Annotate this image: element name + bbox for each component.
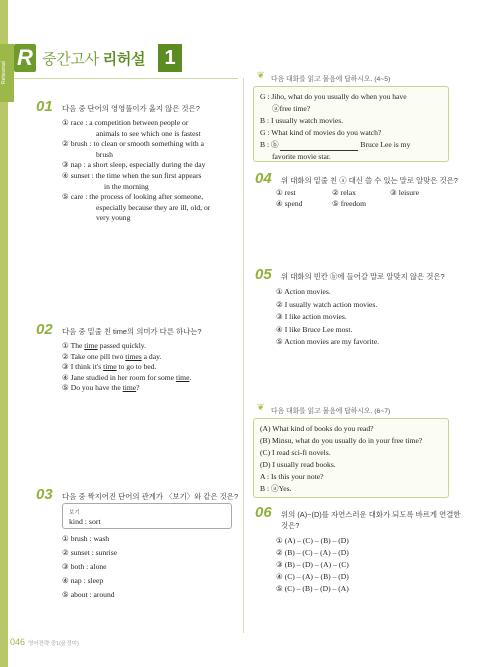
side-tab-label: Rehearsal bbox=[1, 61, 7, 84]
example-box-content: kind : sort bbox=[69, 517, 101, 526]
q2-option-1-post: passed quickly. bbox=[97, 341, 147, 350]
q6-text-line2: 것은? bbox=[281, 521, 300, 530]
q6-option-1: ① (A) – (C) – (B) – (D) bbox=[276, 536, 349, 545]
q2-option-2-pre: ② Take one pill two bbox=[62, 351, 126, 361]
title-number: 1 bbox=[158, 44, 182, 72]
passage1-line-4: G : What kind of movies do you watch? bbox=[260, 128, 382, 137]
page-footer bbox=[10, 637, 79, 647]
q4-option-3: ③ leisure bbox=[390, 188, 419, 197]
q2-option-3-post: to go to bed. bbox=[116, 362, 157, 372]
q6-options bbox=[276, 535, 349, 595]
q4-number: 04 bbox=[255, 170, 272, 187]
q6-text-line1: 위의 (A)~(D)를 자연스러운 대화가 되도록 바르게 연결한 bbox=[281, 510, 461, 519]
footer-subtitle: 영어전략 중1(윤정미) bbox=[28, 641, 79, 647]
q5-option-3: ③ I like action movies. bbox=[276, 312, 347, 321]
q4-option-1: ① rest bbox=[276, 188, 296, 197]
q2-number: 02 bbox=[36, 321, 53, 338]
q1-option-4: ④ sunset : the time when the sun first appears bbox=[62, 170, 202, 180]
q2-option-5-post: ? bbox=[136, 383, 140, 393]
passage1-line-6: favorite movie star. bbox=[272, 152, 331, 161]
q2-option-4-pre: ④ Jane studied in her room for some bbox=[62, 372, 176, 382]
passage1-blank-label: B : ⓑ bbox=[260, 140, 279, 149]
example-box-title: 보기 bbox=[69, 510, 80, 516]
q1-number: 01 bbox=[36, 98, 53, 115]
q1-option-5: ⑤ care : the process of looking after someone, bbox=[62, 192, 204, 202]
q2-option-3-pre: ③ I think it's bbox=[62, 362, 104, 372]
leaf-icon: ❦ bbox=[257, 70, 265, 80]
example-box bbox=[62, 503, 232, 529]
q2-option-3-u: time bbox=[103, 362, 117, 372]
q2-option-2-post: a day. bbox=[141, 351, 162, 361]
q3-option-1: ① brush : wash bbox=[62, 534, 110, 543]
header-rule bbox=[14, 78, 238, 79]
q4-option-4: ④ spend bbox=[276, 198, 303, 208]
column-divider bbox=[243, 78, 244, 633]
q3-option-4: ④ nap : sleep bbox=[62, 576, 104, 585]
q5-option-2: ② I usually watch action movies. bbox=[276, 299, 378, 309]
q2-option-4-post: . bbox=[189, 372, 192, 382]
passage2-line-6: B : ⓐYes. bbox=[260, 484, 292, 493]
passage2-instruction: 다음 대화를 읽고 물음에 답하시오. (6~7) bbox=[271, 408, 391, 415]
q2-options bbox=[62, 341, 191, 394]
passage2-line-2: (B) Minsu, what do you usually do in your free time? bbox=[260, 436, 423, 445]
q5-options bbox=[276, 286, 379, 349]
q3-option-2: ② sunset : sunrise bbox=[62, 548, 118, 557]
q3-number: 03 bbox=[36, 486, 53, 503]
page-title bbox=[42, 48, 145, 69]
q2-option-2-u: times bbox=[125, 351, 142, 361]
q3-options bbox=[62, 532, 117, 602]
q2-option-1-u: time bbox=[84, 341, 98, 350]
q2-option-1 bbox=[62, 341, 191, 352]
q3-text: 다음 중 짝지어진 단어의 관계가 〈보기〉와 같은 것은? bbox=[62, 492, 239, 501]
q2-option-5 bbox=[62, 383, 191, 394]
rehearsal-logo: R bbox=[14, 44, 36, 72]
passage2-box bbox=[253, 418, 449, 498]
q3-option-5: ⑤ about : around bbox=[62, 590, 115, 599]
passage1-blank bbox=[280, 142, 358, 151]
q6-option-4: ④ (C) – (A) – (B) – (D) bbox=[276, 572, 349, 581]
q5-option-4: ④ I like Bruce Lee most. bbox=[276, 324, 353, 334]
passage2-line-1: (A) What kind of books do you read? bbox=[260, 424, 374, 433]
q6-option-3: ③ (B) – (D) – (A) – (C) bbox=[276, 560, 349, 569]
passage1-line-2: ⓐfree time? bbox=[272, 104, 311, 113]
q2-option-4 bbox=[62, 373, 191, 384]
q4-options bbox=[276, 188, 456, 209]
q2-option-4-u: time bbox=[175, 372, 190, 382]
q1-option-1-cont: animals to see which one is fastest bbox=[96, 128, 201, 138]
q5-text: 위 대화의 빈칸 ⓑ에 들어갈 말로 알맞지 않은 것은? bbox=[281, 272, 445, 281]
q1-option-2: ② brush : to clean or smooth something with a bbox=[62, 139, 205, 149]
q2-text: 다음 중 밑줄 친 time의 의미가 다른 하나는? bbox=[62, 327, 202, 336]
passage1-line-5-post: Bruce Lee is my bbox=[360, 140, 411, 149]
passage1-line-3: B : I usually watch movies. bbox=[260, 116, 344, 125]
q1-option-1: ① race : a competition between people or bbox=[62, 118, 189, 127]
q1-options bbox=[62, 118, 210, 224]
q1-option-4-cont: in the morning bbox=[104, 181, 149, 191]
q3-option-3: ③ both : alone bbox=[62, 562, 107, 571]
q5-number: 05 bbox=[255, 266, 272, 283]
leaf-icon-2: ❦ bbox=[257, 402, 265, 412]
q1-text: 다음 중 단어의 영영풀이가 옳지 않은 것은? bbox=[62, 104, 200, 113]
q4-text: 위 대화의 밑줄 친 ⓐ 대신 쓸 수 있는 말로 알맞은 것은? bbox=[281, 176, 458, 185]
q2-option-2 bbox=[62, 352, 191, 363]
q1-option-5-cont2: very young bbox=[96, 213, 131, 223]
passage2-line-3: (C) I read sci-fi novels. bbox=[260, 448, 331, 457]
q6-option-5: ⑤ (C) – (B) – (D) – (A) bbox=[276, 584, 349, 593]
title-prefix: 중간고사 bbox=[42, 51, 99, 68]
page-number: 046 bbox=[10, 637, 26, 647]
q6-number: 06 bbox=[255, 504, 272, 521]
q1-option-2-cont: brush bbox=[96, 149, 113, 159]
q5-option-5: ⑤ Action movies are my favorite. bbox=[276, 337, 379, 346]
q6-option-2: ② (B) – (C) – (A) – (D) bbox=[276, 548, 349, 557]
q2-option-5-pre: ⑤ Do you have the bbox=[62, 383, 123, 393]
q2-option-3 bbox=[62, 362, 191, 373]
passage2-line-5: A : Is this your note? bbox=[260, 472, 324, 481]
q4-option-5: ⑤ freedom bbox=[332, 198, 367, 208]
q1-option-3: ③ nap : a short sleep, especially during the day bbox=[62, 160, 206, 170]
passage2-line-4: (D) I usually read books. bbox=[260, 460, 336, 469]
passage1-line-5 bbox=[260, 139, 442, 151]
side-tab bbox=[0, 44, 14, 102]
passage1-box bbox=[253, 86, 449, 162]
q2-option-1-pre: ① The bbox=[62, 341, 85, 350]
q2-option-5-u: time bbox=[122, 383, 137, 393]
q1-option-5-cont: especially because they are ill, old, or bbox=[96, 202, 211, 212]
title-main: 리허설 bbox=[102, 51, 146, 68]
q5-option-1: ① Action movies. bbox=[276, 287, 331, 296]
q4-option-2: ② relax bbox=[332, 188, 356, 197]
passage1-instruction: 다음 대화를 읽고 물음에 답하시오. (4~5) bbox=[271, 76, 391, 83]
passage1-line-1: G : Jiho, what do you usually do when you have bbox=[260, 92, 407, 101]
